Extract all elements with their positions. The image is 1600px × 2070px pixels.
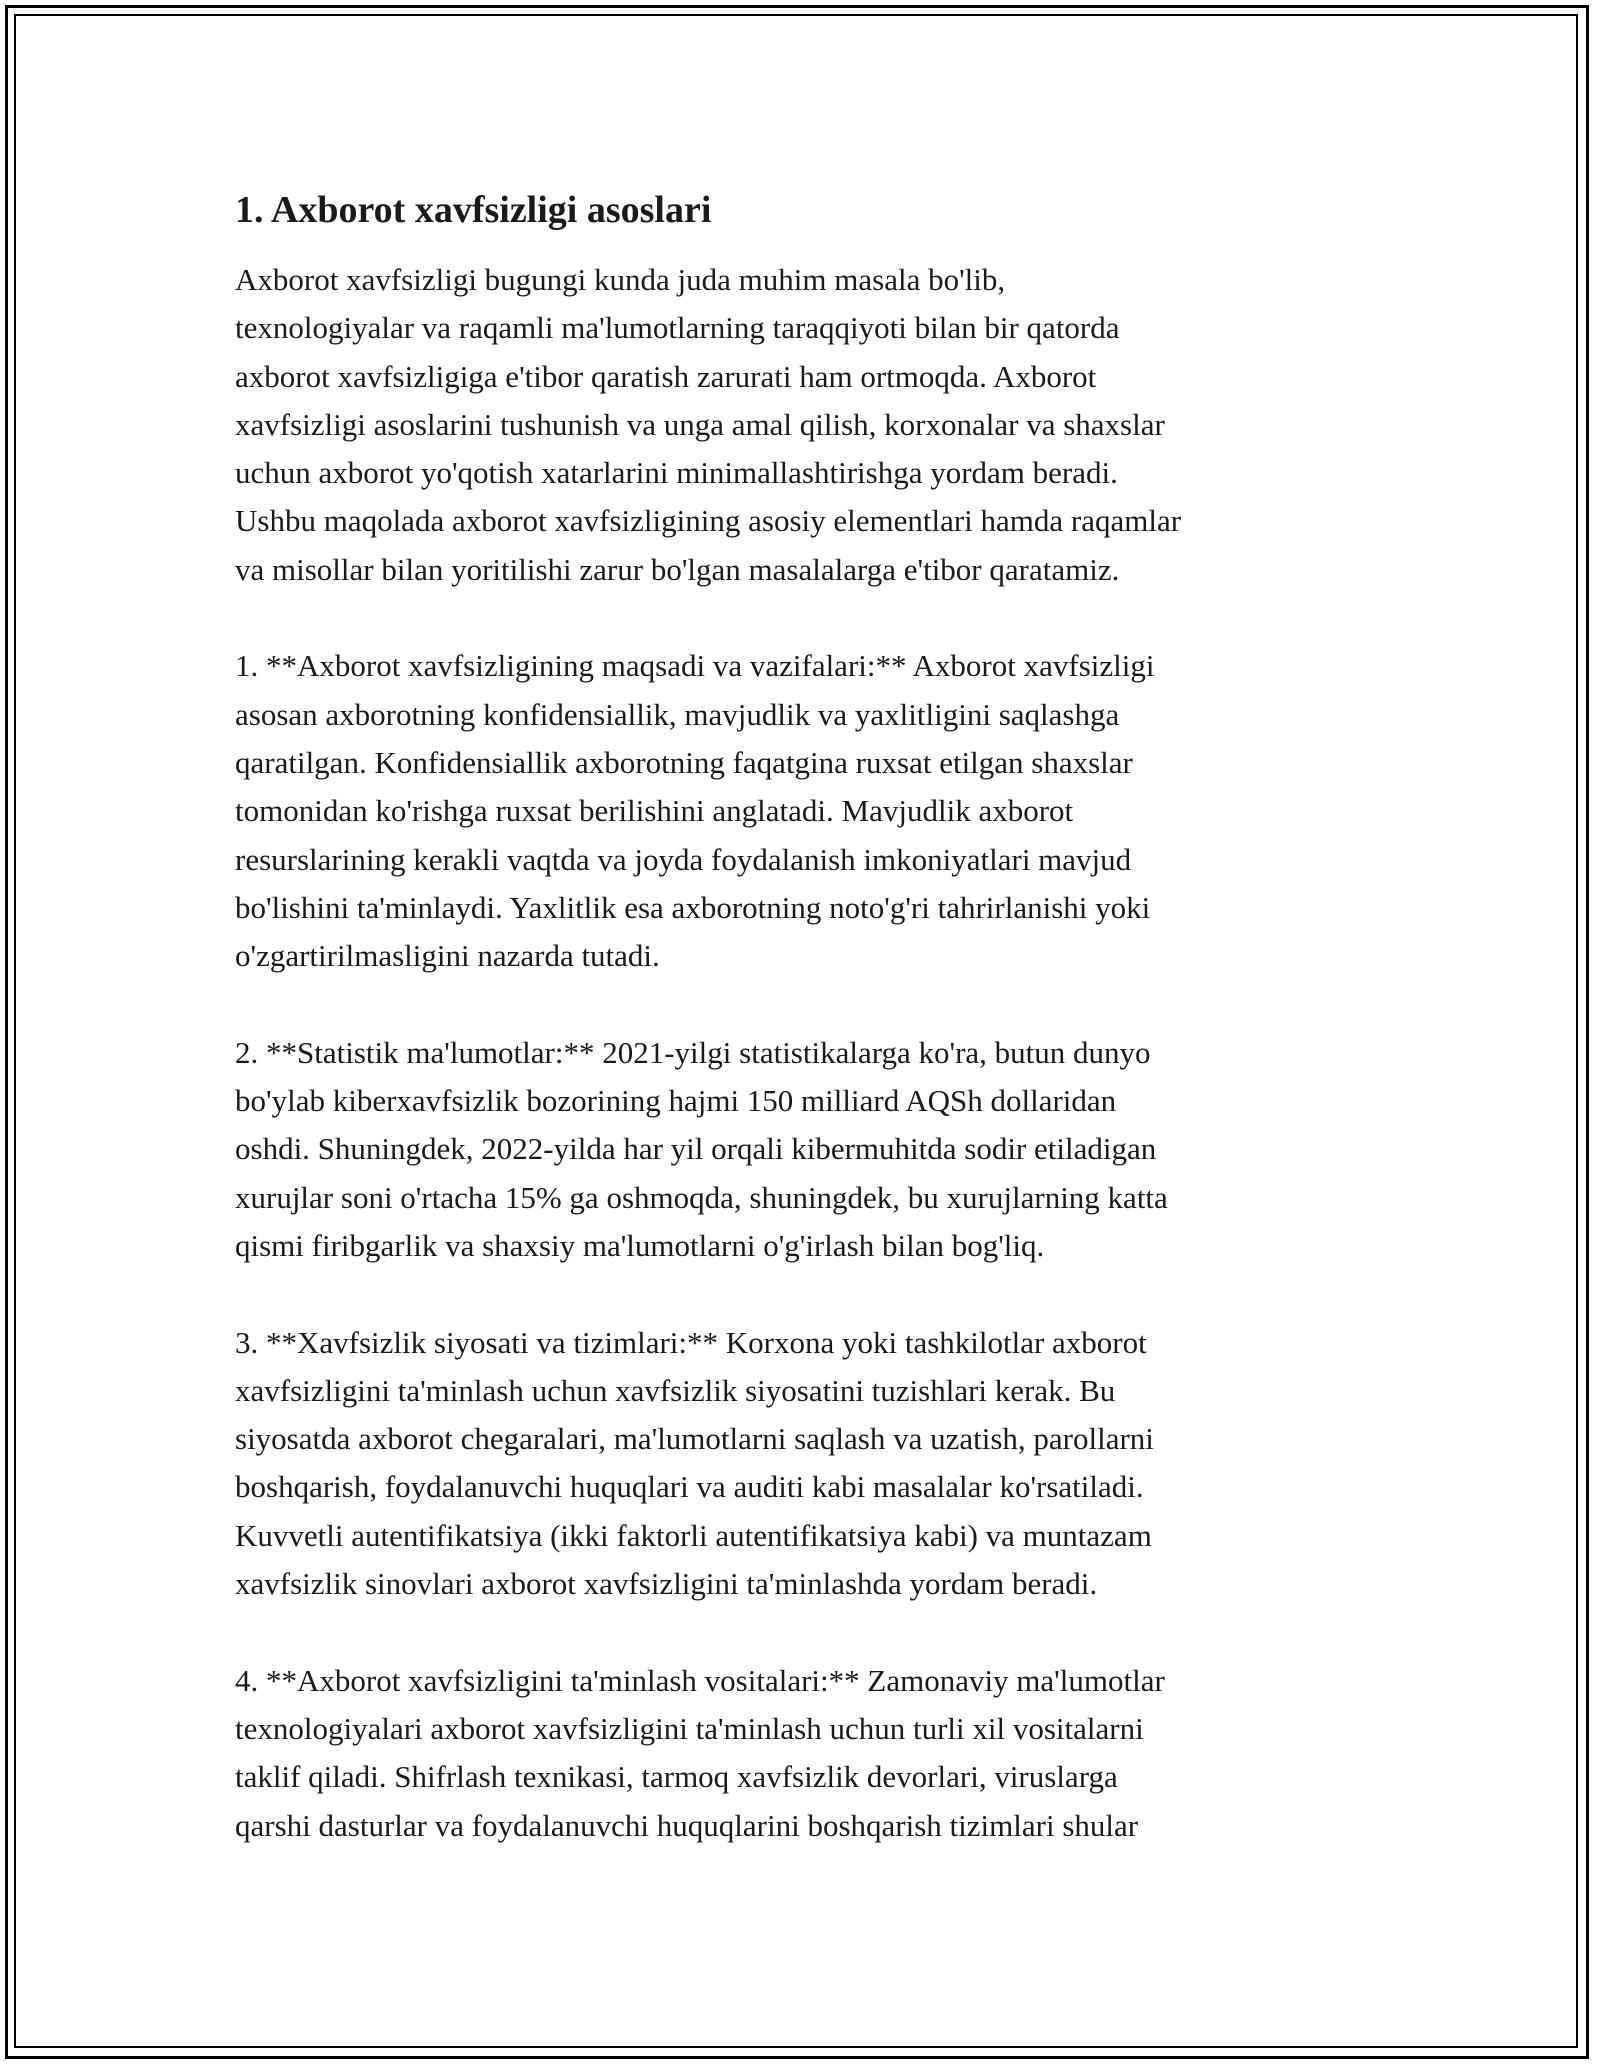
paragraph-intro: Axborot xavfsizligi bugungi kunda juda muhim masala bo'lib, texnologiyalar va raqamli ma'lumotlarning taraqqiyoti bilan bir qatorda axborot xavfsizligiga e'tibor qaratish zarurati ham ortmoqda. Axborot xavfsizligi asoslarini tushunish va unga amal qilish, korxonalar va shaxslar uchun axborot yo'qotish xatarlarini minimallashtirishga yordam beradi. Ushbu maqolada axborot xavfsizligining asosiy elementlari hamda raqamlar va misollar bilan yoritilishi zarur bo'lgan masalalarga e'tibor qaratamiz. [235, 262, 1182, 587]
paragraph-tools: 4. **Axborot xavfsizligini ta'minlash vositalari:** Zamonaviy ma'lumotlar texnologiyalari axborot xavfsizligini ta'minlash uchun turli xil vositalarni taklif qiladi. Shifrlash texnikasi, tarmoq xavfsizlik devorlari, viruslarga qarshi dasturlar va foydalanuvchi huquqlarini boshqarish tizimlari shular [235, 1662, 1165, 1843]
document-body [235, 186, 1365, 1898]
paragraph-goals: 1. **Axborot xavfsizligining maqsadi va vazifalari:** Axborot xavfsizligi asosan axborotning konfidensiallik, mavjudlik va yaxlitligini saqlashga qaratilgan. Konfidensiallik axborotning faqatgina ruxsat etilgan shaxslar tomonidan ko'rishga ruxsat berilishini anglatadi. Mavjudlik axborot resurslarining kerakli vaqtda va joyda foydalanish imkoniyatlari mavjud bo'lishini ta'minlaydi. Yaxlitlik esa axborotning noto'g'ri tahrirlanishi yoki o'zgartirilmasligini nazarda tutadi. [235, 648, 1155, 974]
paragraph-statistics: 2. **Statistik ma'lumotlar:** 2021-yilgi statistikalarga ko'ra, butun dunyo bo'ylab kiberxavfsizlik bozorining hajmi 150 milliard AQSh dollaridan oshdi. Shuningdek, 2022-yilda har yil orqali kibermuhitda sodir etiladigan xurujlar soni o'rtacha 15% ga oshmoqda, shuningdek, bu xurujlarning katta qismi firibgarlik va shaxsiy ma'lumotlarni o'g'irlash bilan bog'liq. [235, 1034, 1168, 1263]
document-title: 1. Axborot xavfsizligi asoslari [235, 189, 712, 231]
paragraph-policy: 3. **Xavfsizlik siyosati va tizimlari:** Korxona yoki tashkilotlar axborot xavfsizligini ta'minlash uchun xavfsizlik siyosatini tuzishlari kerak. Bu siyosatda axborot chegaralari, ma'lumotlarni saqlash va uzatish, parollarni boshqarish, foydalanuvchi huquqlari va auditi kabi masalalar ko'rsatiladi. Kuvvetli autentifikatsiya (ikki faktorli autentifikatsiya kabi) va muntazam xavfsizlik sinovlari axborot xavfsizligini ta'minlashda yordam beradi. [235, 1324, 1154, 1602]
